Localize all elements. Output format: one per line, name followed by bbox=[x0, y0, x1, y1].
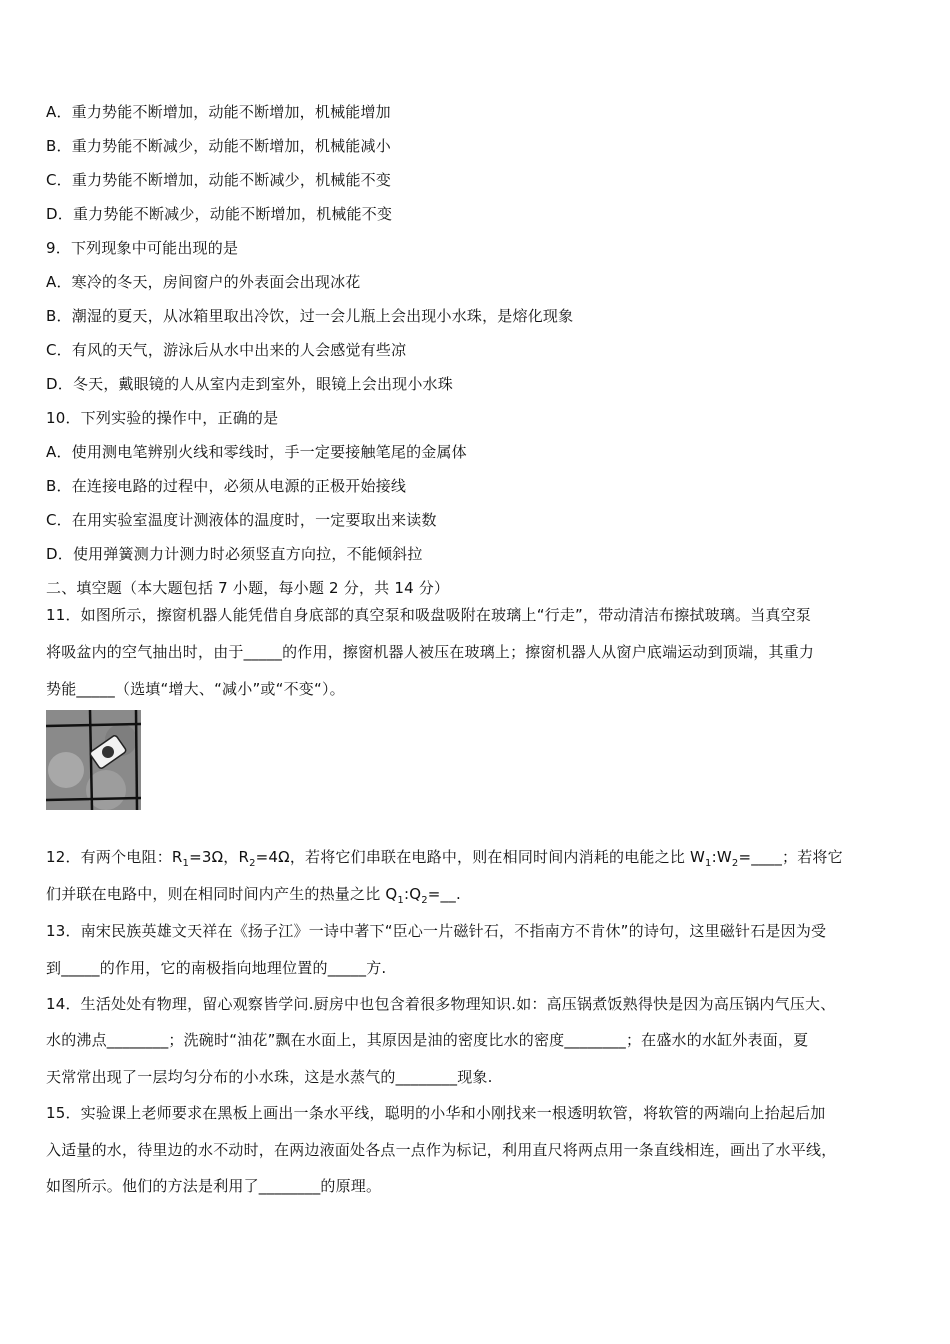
q8-option-d: D．重力势能不断减少，动能不断增加，机械能不变 bbox=[46, 205, 393, 223]
q14-line-2: 水的沸点________；洗碗时“油花”飘在水面上，其原因是油的密度比水的密度________；在盛水的水缸外表面，夏 bbox=[46, 1031, 809, 1049]
q8-option-a: A．重力势能不断增加，动能不断增加，机械能增加 bbox=[46, 103, 391, 121]
q11-line-1: 11．如图所示，擦窗机器人能凭借自身底部的真空泵和吸盘吸附在玻璃上“行走”，带动清洁布擦拭玻璃。当真空泵 bbox=[46, 606, 812, 624]
q9-stem: 9．下列现象中可能出现的是 bbox=[46, 239, 239, 257]
q13-line-2: 到_____的作用，它的南极指向地理位置的_____方. bbox=[46, 959, 387, 977]
q11-line-2: 将吸盆内的空气抽出时，由于_____的作用，擦窗机器人被压在玻璃上；擦窗机器人从窗户底端运动到顶端，其重力 bbox=[46, 643, 815, 661]
q10-stem: 10．下列实验的操作中，正确的是 bbox=[46, 409, 279, 427]
q10-option-b: B．在连接电路的过程中，必须从电源的正极开始接线 bbox=[46, 477, 407, 495]
q8-option-b: B．重力势能不断减少，动能不断增加，机械能减小 bbox=[46, 137, 391, 155]
q12-line-1: 12．有两个电阻：$R_1=3\Omega$，$R_2=4\Omega$，若将它们串联在电路中，则在相同时间内消耗的电能之比 $W_1:W_2=\_\_\_\_$；若将它 bbox=[46, 848, 843, 869]
q10-option-d: D．使用弹簧测力计测力时必须竖直方向拉，不能倾斜拉 bbox=[46, 545, 423, 563]
window-robot-illustration bbox=[46, 710, 141, 810]
q9-option-d: D．冬天，戴眼镜的人从室内走到室外，眼镜上会出现小水珠 bbox=[46, 375, 453, 393]
section-heading: 二、填空题（本大题包括 7 小题，每小题 2 分，共 14 分） bbox=[46, 579, 450, 597]
q8-option-c: C．重力势能不断增加，动能不断减少，机械能不变 bbox=[46, 171, 392, 189]
q9-option-b: B．潮湿的夏天，从冰箱里取出冷饮，过一会儿瓶上会出现小水珠，是熔化现象 bbox=[46, 307, 574, 325]
q9-option-c: C．有风的天气，游泳后从水中出来的人会感觉有些凉 bbox=[46, 341, 407, 359]
q10-option-c: C．在用实验室温度计测液体的温度时，一定要取出来读数 bbox=[46, 511, 437, 529]
q15-line-3: 如图所示。他们的方法是利用了________的原理。 bbox=[46, 1177, 382, 1195]
q11-line-3: 势能_____（选填“增大、“减小”或“不变“）。 bbox=[46, 680, 345, 698]
q15-line-2: 入适量的水，待里边的水不动时，在两边液面处各点一点作为标记，利用直尺将两点用一条直线相连，画出了水平线， bbox=[46, 1141, 837, 1159]
q12-line-2: 们并联在电路中，则在相同时间内产生的热量之比 $Q_1:Q_2=\_\_$. bbox=[46, 885, 461, 906]
q10-option-a: A．使用测电笔辨别火线和零线时，手一定要接触笔尾的金属体 bbox=[46, 443, 467, 461]
q15-line-1: 15．实验课上老师要求在黑板上画出一条水平线，聪明的小华和小刚找来一根透明软管，将软管的两端向上抬起后加 bbox=[46, 1104, 826, 1122]
window-robot-photo bbox=[46, 710, 141, 810]
q9-option-a: A．寒冷的冬天，房间窗户的外表面会出现冰花 bbox=[46, 273, 361, 291]
q14-line-3: 天常常出现了一层均匀分布的小水珠，这是水蒸气的________现象. bbox=[46, 1068, 493, 1086]
q13-line-1: 13．南宋民族英雄文天祥在《扬子江》一诗中著下“臣心一片磁针石，不指南方不肯休”的诗句，这里磁针石是因为受 bbox=[46, 922, 827, 940]
q14-line-1: 14．生活处处有物理，留心观察皆学问.厨房中也包含着很多物理知识.如：高压锅煮饭熟得快是因为高压锅内气压大、 bbox=[46, 995, 836, 1013]
